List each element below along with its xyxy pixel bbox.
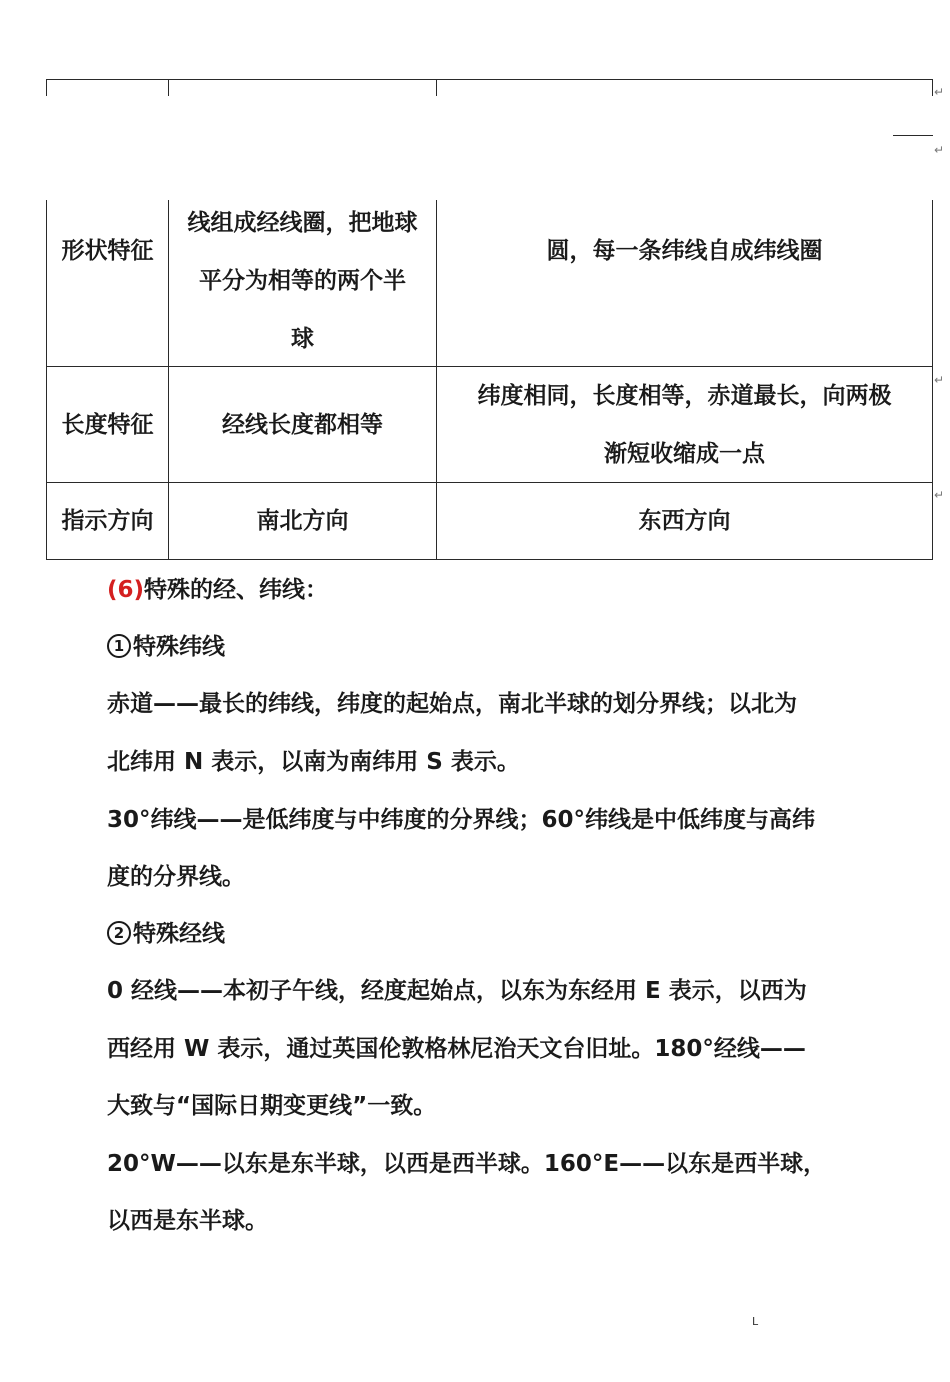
paragraph-mark-icon: ↵ (934, 373, 945, 387)
body-line: 以西是东半球。 (107, 1208, 268, 1234)
table-row-label: 形状特征 (61, 238, 154, 264)
right-edge-tick (893, 135, 933, 136)
table-left-border-top (46, 79, 47, 96)
cell-line: 纬度相同，长度相等，赤道最长，向两极 (477, 382, 892, 409)
meridian-shape-cell (169, 195, 436, 367)
subheading-special-parallels (107, 619, 877, 676)
table-bottom-border (46, 559, 933, 560)
paragraph-mark-icon: ↵ (934, 143, 945, 157)
cell-line: 球 (291, 326, 314, 352)
body-line: 20°W——以东是东半球，以西是西半球。160°E——以东是西半球， (107, 1151, 827, 1177)
table-right-border (932, 200, 933, 560)
body-line: 北纬用 N 表示，以南为南纬用 S 表示。 (107, 749, 520, 775)
cell-line: 线组成经线圈，把地球 (187, 210, 418, 236)
meridian-direction-cell: 南北方向 (256, 508, 349, 534)
body-line: 度的分界线。 (107, 864, 245, 890)
footer-mark: L (752, 1315, 759, 1328)
paragraph-mark-icon: ↵ (934, 85, 945, 99)
section-number: (6) (107, 577, 145, 603)
table-row-label: 长度特征 (61, 411, 154, 438)
section-heading (107, 562, 877, 619)
table-row-label: 指示方向 (61, 508, 154, 534)
body-line: 0 经线——本初子午线，经度起始点，以东为东经用 E 表示，以西为 (107, 978, 807, 1004)
parallel-shape-cell: 圆，每一条纬线自成纬线圈 (546, 238, 823, 264)
subheading-title: 特殊纬线 (133, 634, 225, 660)
cell-line: 渐短收缩成一点 (604, 440, 765, 467)
subheading-title: 特殊经线 (133, 921, 225, 947)
cell-line: 平分为相等的两个半 (199, 268, 406, 294)
table-col2-border-top (436, 79, 437, 96)
body-line: 西经用 W 表示，通过英国伦敦格林尼治天文台旧址。180°经线—— (107, 1036, 806, 1062)
body-line: 大致与“国际日期变更线”一致。 (107, 1093, 437, 1119)
body-line: 30°纬线——是低纬度与中纬度的分界线；60°纬线是中低纬度与高纬 (107, 807, 816, 833)
subheading-special-meridians (107, 906, 877, 963)
parallel-length-cell (437, 367, 932, 482)
table-col1-border-top (168, 79, 169, 96)
parallel-direction-cell: 东西方向 (638, 508, 731, 534)
table-right-border-top (932, 79, 933, 96)
table-top-border (46, 79, 933, 80)
circled-one-icon: 1 (107, 634, 131, 658)
body-line: 赤道——最长的纬线，纬度的起始点，南北半球的划分界线；以北为 (107, 691, 797, 717)
meridian-length-cell: 经线长度都相等 (222, 411, 383, 438)
section-title: 特殊的经、纬线： (144, 577, 329, 603)
circled-two-icon: 2 (107, 921, 131, 945)
paragraph-mark-icon: ↵ (934, 488, 945, 502)
